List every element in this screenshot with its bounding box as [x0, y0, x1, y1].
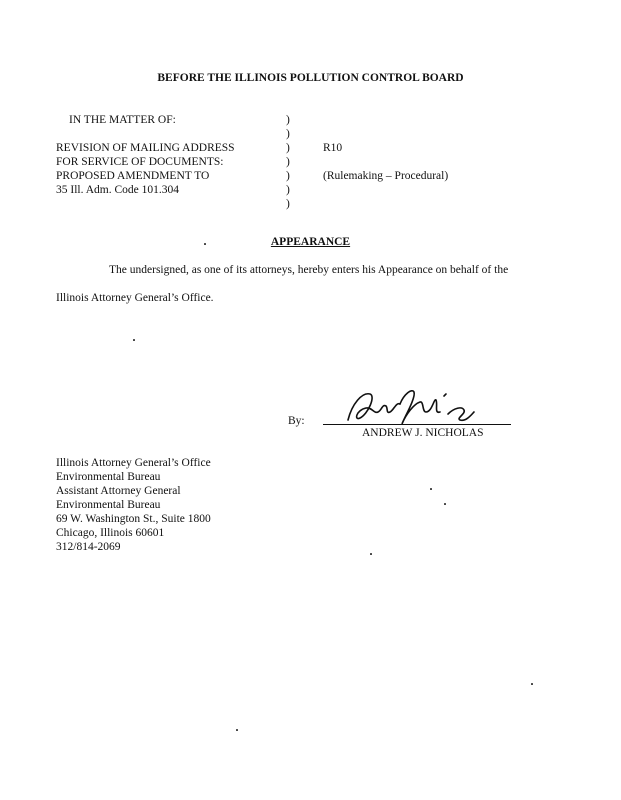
signature-icon	[340, 384, 480, 428]
docket-type: (Rulemaking – Procedural)	[323, 170, 449, 182]
caption-line-amendment: PROPOSED AMENDMENT TO	[56, 170, 210, 182]
scan-speck	[236, 729, 238, 731]
caption-paren: )	[286, 170, 290, 182]
caption-paren: )	[286, 142, 290, 154]
caption-line-service: FOR SERVICE OF DOCUMENTS:	[56, 156, 224, 168]
signature-line	[323, 424, 511, 425]
by-label: By:	[288, 415, 305, 427]
caption-paren: )	[286, 114, 290, 126]
address-line-title: Assistant Attorney General	[56, 485, 181, 497]
caption-line-matter: IN THE MATTER OF:	[69, 114, 176, 126]
scan-speck	[370, 553, 372, 555]
caption-line-revision: REVISION OF MAILING ADDRESS	[56, 142, 235, 154]
scan-speck	[531, 683, 533, 685]
address-line-street: 69 W. Washington St., Suite 1800	[56, 513, 211, 525]
address-line-bureau: Environmental Bureau	[56, 471, 161, 483]
address-line-phone: 312/814-2069	[56, 541, 121, 553]
address-line-bureau-2: Environmental Bureau	[56, 499, 161, 511]
scan-speck	[204, 243, 206, 245]
caption-paren: )	[286, 128, 290, 140]
scan-speck	[133, 339, 135, 341]
caption-paren: )	[286, 198, 290, 210]
caption-paren: )	[286, 156, 290, 168]
address-line-office: Illinois Attorney General’s Office	[56, 457, 211, 469]
caption-paren: )	[286, 184, 290, 196]
body-paragraph-line2: Illinois Attorney General’s Office.	[56, 292, 214, 304]
signer-name: ANDREW J. NICHOLAS	[362, 427, 484, 439]
body-paragraph-line1: The undersigned, as one of its attorneys, hereby enters his Appearance on behalf of the	[109, 264, 509, 276]
docket-number: R10	[323, 142, 343, 154]
address-line-city: Chicago, Illinois 60601	[56, 527, 165, 539]
scan-speck	[430, 488, 432, 490]
document-title: BEFORE THE ILLINOIS POLLUTION CONTROL BOARD	[157, 72, 464, 84]
appearance-heading: APPEARANCE	[270, 236, 351, 248]
scan-speck	[444, 503, 446, 505]
caption-line-code: 35 Ill. Adm. Code 101.304	[56, 184, 179, 196]
